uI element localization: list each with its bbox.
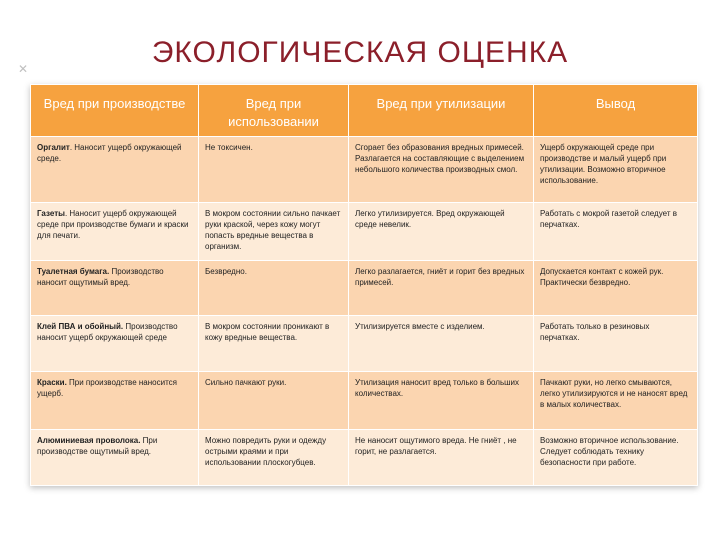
cell-disposal: Утилизация наносит вред только в больших количествах. [349, 372, 534, 430]
production-text: При производстве наносится ущерб. [37, 378, 177, 398]
cell-production [31, 372, 199, 430]
material-name: Оргалит [37, 143, 70, 152]
cell-disposal: Утилизируется вместе с изделием. [349, 316, 534, 372]
material-name: Краски. [37, 378, 67, 387]
material-name: Клей ПВА и обойный. [37, 322, 124, 331]
cell-production [31, 203, 199, 261]
page-title: ЭКОЛОГИЧЕСКАЯ ОЦЕНКА [151, 36, 569, 69]
cell-conclusion: Работать только в резиновых перчатках. [534, 316, 698, 372]
production-text: Производство наносит ощутимый вред. [37, 267, 164, 287]
cell-disposal: Сгорает без образования вредных примесей. Разлагается на составляющие с выделением небольшого количества производных смол. [349, 137, 534, 203]
table-row [31, 203, 698, 261]
header-disposal-harm: Вред при утилизации [349, 85, 534, 137]
production-text: . Наносит ущерб окружающей среде. [37, 143, 182, 163]
cell-production [31, 316, 199, 372]
table-row [31, 372, 698, 430]
cell-production [31, 137, 199, 203]
cell-conclusion: Работать с мокрой газетой следует в перчатках. [534, 203, 698, 261]
cell-usage: Не токсичен. [199, 137, 349, 203]
production-text: Производство наносит ущерб окружающей среде [37, 322, 178, 342]
material-name: Алюминиевая проволока. [37, 436, 141, 445]
cell-usage: Безвредно. [199, 261, 349, 316]
table-row [31, 316, 698, 372]
cell-conclusion: Пачкают руки, но легко смываются, легко утилизируются и не наносят вред в малых количествах. [534, 372, 698, 430]
table-row [31, 261, 698, 316]
cell-usage: В мокром состоянии сильно пачкает руки краской, через кожу могут попасть вредные вещества в организм. [199, 203, 349, 261]
cell-conclusion: Возможно вторичное использование. Следует соблюдать технику безопасности при работе. [534, 430, 698, 486]
cell-usage: В мокром состоянии проникают в кожу вредные вещества. [199, 316, 349, 372]
eco-assessment-table [30, 84, 698, 486]
material-name: Туалетная бумага. [37, 267, 110, 276]
cell-usage: Сильно пачкают руки. [199, 372, 349, 430]
table-header-row [31, 85, 698, 137]
slide-bullet-mark: ✕ [18, 62, 29, 76]
cell-usage: Можно повредить руки и одежду острыми краями и при использовании плоскогубцев. [199, 430, 349, 486]
header-production-harm: Вред при производстве [31, 85, 199, 137]
cell-disposal: Легко утилизируется. Вред окружающей среде невелик. [349, 203, 534, 261]
cell-production [31, 261, 199, 316]
material-name: Газеты [37, 209, 65, 218]
cell-disposal: Не наносит ощутимого вреда. Не гниёт , не горит, не разлагается. [349, 430, 534, 486]
production-text: . Наносит ущерб окружающей среде при производстве бумаги и краски для печати. [37, 209, 189, 240]
header-conclusion: Вывод [534, 85, 698, 137]
cell-disposal: Легко разлагается, гниёт и горит без вредных примесей. [349, 261, 534, 316]
cell-conclusion: Допускается контакт с кожей рук. Практически безвредно. [534, 261, 698, 316]
production-text: При производстве ощутимый вред. [37, 436, 158, 456]
header-usage-harm: Вред при использовании [199, 85, 349, 137]
table-row [31, 137, 698, 203]
table-row [31, 430, 698, 486]
cell-conclusion: Ущерб окружающей среде при производстве и малый ущерб при утилизации. Возможно вторичное использование. [534, 137, 698, 203]
cell-production [31, 430, 199, 486]
